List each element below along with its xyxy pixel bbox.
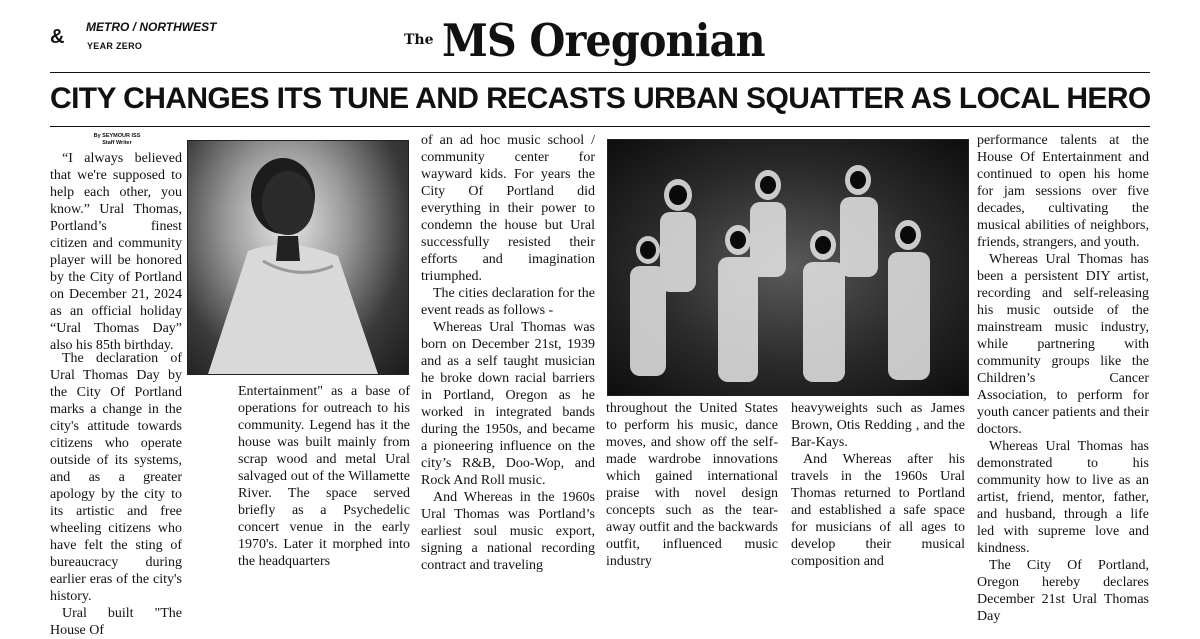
byline-role: Staff Writer (102, 140, 132, 146)
top-rule (50, 72, 1150, 73)
masthead-the: The (404, 32, 434, 48)
paragraph: Ural built "The House Of (50, 606, 182, 638)
paragraph: Entertainment" as a base of operations for outreach to his community. Legend has it the house was built mainly from scrap wood and metal Ural salvaged out of the Willamette River. The space served briefly as a Psychedelic concert venue in the early 1970's. Later it morphed into the headquarters (238, 384, 410, 569)
paragraph: performance talents at the House Of Entertainment and continued to open his home for jam sessions over five decades, cultivating the musical abilities of neighbors, friends, strangers, and youth. (977, 133, 1149, 250)
column-2 (238, 383, 410, 570)
masthead-ampersand: & (50, 26, 65, 48)
column-1-top (50, 150, 182, 354)
paragraph: “I always believed that we're supposed to help each other, you know.” Ural Thomas, Portland’s finest citizen and community player will be honored by the City of Portland on December 21, 2024 as an official holiday “Ural Thomas Day” also his 85th birthday. (50, 151, 182, 353)
band-figures-icon (608, 140, 968, 395)
paragraph: The City Of Portland, Oregon hereby declares December 21st Ural Thomas Day (977, 558, 1149, 624)
paragraph: throughout the United States to perform his music, dance moves, and show off the self-made wardrobe innovations which gained international praise with novel design concepts such as the tear-away outfit and the backwards outfit, influenced music industry (606, 401, 778, 569)
paragraph: The declaration of Ural Thomas Day by the City Of Portland marks a change in the city's attitude towards citizens who operate outside of its systems, and as a greater apology by the city to its artistic and free wheeling citizens who have felt the sting of bureaucracy during earlier eras of the city's history. (50, 351, 182, 604)
masthead-title: MS Oregonian (442, 14, 765, 67)
column-4 (606, 400, 778, 570)
column-3 (421, 132, 595, 574)
portrait-photo (187, 140, 409, 375)
section-label: METRO / NORTHWEST (86, 20, 217, 34)
headline: CITY CHANGES ITS TUNE AND RECASTS URBAN SQUATTER AS LOCAL HERO (50, 82, 1151, 115)
band-photo (607, 139, 969, 396)
byline-author: By SEYMOUR ISS (93, 133, 141, 139)
column-5 (791, 400, 965, 570)
masthead (398, 10, 778, 70)
paragraph: The cities declaration for the event reads as follows - (421, 286, 595, 318)
column-1-bottom (50, 350, 182, 639)
column-6 (977, 132, 1149, 625)
paragraph: Whereas Ural Thomas has demonstrated to his community how to live as an artist, friend, mentor, father, and husband, through a life led with supreme love and kindness. (977, 439, 1149, 556)
byline (77, 133, 157, 147)
paragraph: And Whereas after his travels in the 1960s Ural Thomas returned to Portland and established a safe space for musicians of all ages to develop their musical composition and (791, 452, 965, 569)
paragraph: Whereas Ural Thomas has been a persistent DIY artist, recording and self-releasing his music outside of the mainstream music industry, while partnering with community groups like the Children’s Cancer Association, to perform for youth cancer patients and their doctors. (977, 252, 1149, 437)
paragraph: And Whereas in the 1960s Ural Thomas was Portland’s earliest soul music export, signing a national recording contract and traveling (421, 490, 595, 573)
headline-rule (50, 126, 1150, 127)
edition-label: YEAR ZERO (87, 41, 143, 51)
paragraph: of an ad hoc music school / community center for wayward kids. For years the City Of Portland did everything in their power to condemn the house but Ural successfully resisted their efforts and imagination triumphed. (421, 133, 595, 284)
paragraph: heavyweights such as James Brown, Otis Redding , and the Bar-Kays. (791, 401, 965, 450)
paragraph: Whereas Ural Thomas was born on December 21st, 1939 and as a self taught musician he broke down racial barriers in Portland, Oregon as he worked in integrated bands during the 1950s, and became a pioneering influence on the city’s R&B, Doo-Wop, and Rock And Roll music. (421, 320, 595, 488)
portrait-figure-icon (188, 141, 408, 374)
